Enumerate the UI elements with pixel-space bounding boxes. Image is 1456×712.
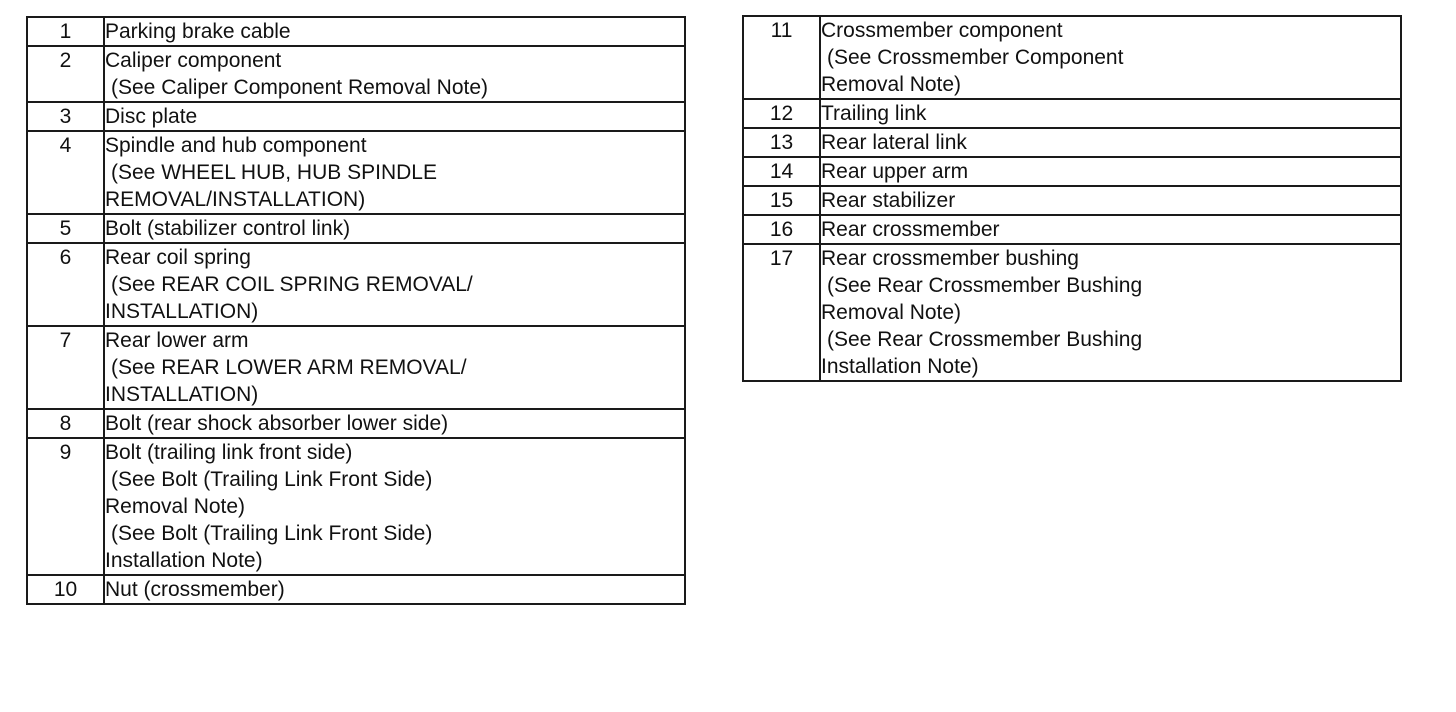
item-number: 13	[743, 128, 820, 157]
item-description	[104, 131, 685, 214]
item-number: 12	[743, 99, 820, 128]
item-name: Rear upper arm	[821, 160, 969, 183]
item-description	[104, 102, 685, 131]
parts-table-right	[742, 15, 1402, 382]
table-row	[27, 409, 685, 438]
item-name: Spindle and hub component	[105, 134, 367, 157]
item-name: Caliper component	[105, 49, 282, 72]
table-row	[27, 243, 685, 326]
item-note: (See Bolt (Trailing Link Front Side)	[111, 468, 433, 491]
item-number: 7	[27, 326, 104, 409]
table-row	[27, 131, 685, 214]
item-number: 3	[27, 102, 104, 131]
table-row	[27, 17, 685, 46]
item-number: 9	[27, 438, 104, 575]
item-description	[104, 326, 685, 409]
table-row	[27, 214, 685, 243]
item-name: Rear crossmember bushing	[821, 247, 1079, 270]
item-number: 16	[743, 215, 820, 244]
item-description	[820, 16, 1401, 99]
item-note: (See Caliper Component Removal Note)	[111, 76, 489, 99]
item-note-continued: INSTALLATION)	[105, 300, 259, 323]
table-row	[743, 128, 1401, 157]
item-number: 10	[27, 575, 104, 604]
item-note-continued: Removal Note)	[821, 73, 962, 96]
item-number: 8	[27, 409, 104, 438]
table-row	[27, 102, 685, 131]
item-note-2-continued: Installation Note)	[105, 549, 263, 572]
item-name: Bolt (rear shock absorber lower side)	[105, 412, 449, 435]
item-name: Rear lateral link	[821, 131, 967, 154]
item-note-continued: Removal Note)	[821, 301, 962, 324]
item-description	[104, 214, 685, 243]
item-description	[104, 575, 685, 604]
item-note-2: (See Bolt (Trailing Link Front Side)	[111, 522, 433, 545]
item-description	[104, 243, 685, 326]
parts-table-left	[26, 16, 686, 605]
item-description	[820, 128, 1401, 157]
item-note: (See REAR COIL SPRING REMOVAL/	[111, 273, 473, 296]
item-note-continued: INSTALLATION)	[105, 383, 259, 406]
table-row	[743, 244, 1401, 381]
item-description	[820, 215, 1401, 244]
item-note: (See WHEEL HUB, HUB SPINDLE	[111, 161, 437, 184]
item-note-2: (See Rear Crossmember Bushing	[827, 328, 1143, 351]
item-number: 6	[27, 243, 104, 326]
table-row	[27, 326, 685, 409]
item-name: Rear coil spring	[105, 246, 251, 269]
table-row	[743, 215, 1401, 244]
item-description	[820, 186, 1401, 215]
item-name: Bolt (trailing link front side)	[105, 441, 353, 464]
item-name: Nut (crossmember)	[105, 578, 285, 601]
item-name: Crossmember component	[821, 19, 1063, 42]
item-description	[820, 99, 1401, 128]
item-name: Rear crossmember	[821, 218, 1000, 241]
item-note-continued: Removal Note)	[105, 495, 246, 518]
item-number: 17	[743, 244, 820, 381]
item-name: Parking brake cable	[105, 20, 291, 43]
item-number: 11	[743, 16, 820, 99]
item-note: (See Rear Crossmember Bushing	[827, 274, 1143, 297]
item-number: 14	[743, 157, 820, 186]
item-number: 5	[27, 214, 104, 243]
item-note: (See REAR LOWER ARM REMOVAL/	[111, 356, 467, 379]
item-description	[104, 17, 685, 46]
item-description	[820, 157, 1401, 186]
table-row	[27, 438, 685, 575]
item-number: 1	[27, 17, 104, 46]
item-description	[104, 409, 685, 438]
table-row	[743, 99, 1401, 128]
table-row	[27, 46, 685, 102]
item-number: 4	[27, 131, 104, 214]
item-description	[104, 438, 685, 575]
item-name: Rear lower arm	[105, 329, 249, 352]
table-row	[743, 186, 1401, 215]
item-number: 15	[743, 186, 820, 215]
item-note: (See Crossmember Component	[827, 46, 1124, 69]
item-description	[820, 244, 1401, 381]
item-name: Trailing link	[821, 102, 927, 125]
table-row	[27, 575, 685, 604]
item-name: Bolt (stabilizer control link)	[105, 217, 351, 240]
table-row	[743, 157, 1401, 186]
item-name: Disc plate	[105, 105, 198, 128]
item-number: 2	[27, 46, 104, 102]
item-name: Rear stabilizer	[821, 189, 956, 212]
item-description	[104, 46, 685, 102]
table-row	[743, 16, 1401, 99]
item-note-continued: REMOVAL/INSTALLATION)	[105, 188, 366, 211]
item-note-2-continued: Installation Note)	[821, 355, 979, 378]
